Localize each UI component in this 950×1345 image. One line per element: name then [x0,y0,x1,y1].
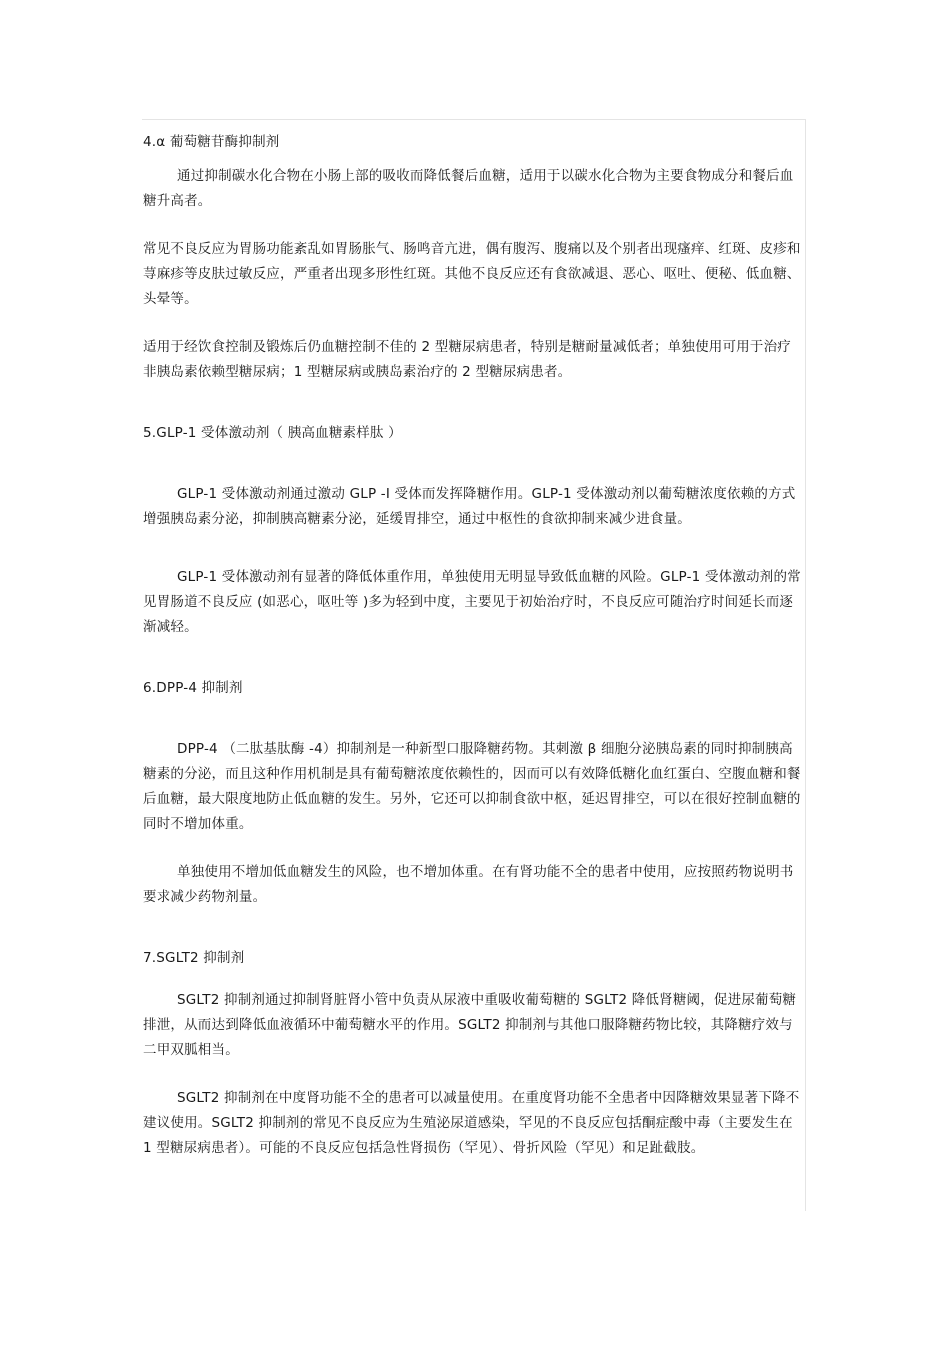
paragraph: GLP-1 受体激动剂有显著的降低体重作用，单独使用无明显导致低血糖的风险。GLP-1 受体激动剂的常见胃肠道不良反应 (如恶心，呕吐等 )多为轻到中度，主要见于初始治疗时，不良反应可随治疗时间延长而逐渐减轻。 [143,569,801,635]
section-heading-dpp4: 6.DPP-4 抑制剂 [143,680,243,696]
section-heading-glp1: 5.GLP-1 受体激动剂（ 胰高血糖素样肽 ） [143,425,402,441]
paragraph: DPP-4 （二肽基肽酶 -4）抑制剂是一种新型口服降糖药物。其刺激 β 细胞分泌胰岛素的同时抑制胰高糖素的分泌，而且这种作用机制是具有葡萄糖浓度依赖性的，因而可以有效降低糖化血红蛋白、空腹血糖和餐后血糖，最大限度地防止低血糖的发生。另外，它还可以抑制食欲中枢，延迟胃排空，可以在很好控制血糖的同时不增加体重。 [143,741,801,832]
section-heading-alpha-glucosidase: 4.α 葡萄糖苷酶抑制剂 [143,134,280,150]
paragraph: SGLT2 抑制剂通过抑制肾脏肾小管中负责从尿液中重吸收葡萄糖的 SGLT2 降低肾糖阈，促进尿葡萄糖排泄，从而达到降低血液循环中葡萄糖水平的作用。SGLT2 抑制剂与其他口服降糖药物比较，其降糖疗效与二甲双胍相当。 [143,992,797,1058]
paragraph: GLP-1 受体激动剂通过激动 GLP -I 受体而发挥降糖作用。GLP-1 受体激动剂以葡萄糖浓度依赖的方式增强胰岛素分泌，抑制胰高糖素分泌，延缓胃排空，通过中枢性的食欲抑制来减少进食量。 [143,486,796,527]
section-heading-sglt2: 7.SGLT2 抑制剂 [143,950,245,966]
paragraph: 适用于经饮食控制及锻炼后仍血糖控制不佳的 2 型糖尿病患者，特别是糖耐量减低者；单独使用可用于治疗非胰岛素依赖型糖尿病；1 型糖尿病或胰岛素治疗的 2 型糖尿病患者。 [143,339,791,380]
paragraph: 单独使用不增加低血糖发生的风险，也不增加体重。在有肾功能不全的患者中使用，应按照药物说明书要求减少药物剂量。 [143,864,794,905]
paragraph: SGLT2 抑制剂在中度肾功能不全的患者可以减量使用。在重度肾功能不全患者中因降糖效果显著下降不建议使用。SGLT2 抑制剂的常见不良反应为生殖泌尿道感染，罕见的不良反应包括酮症酸中毒（主要发生在 1 型糖尿病患者）。可能的不良反应包括急性肾损伤（罕见）、骨折风险（罕见）和足趾截肢。 [143,1090,800,1156]
paragraph: 通过抑制碳水化合物在小肠上部的吸收而降低餐后血糖，适用于以碳水化合物为主要食物成分和餐后血糖升高者。 [143,168,794,209]
document-body [143,130,803,1161]
paragraph: 常见不良反应为胃肠功能紊乱如胃肠胀气、肠鸣音亢进，偶有腹泻、腹痛以及个别者出现瘙痒、红斑、皮疹和荨麻疹等皮肤过敏反应，严重者出现多形性红斑。其他不良反应还有食欲减退、恶心、呕吐、便秘、低血糖、头晕等。 [143,241,801,307]
